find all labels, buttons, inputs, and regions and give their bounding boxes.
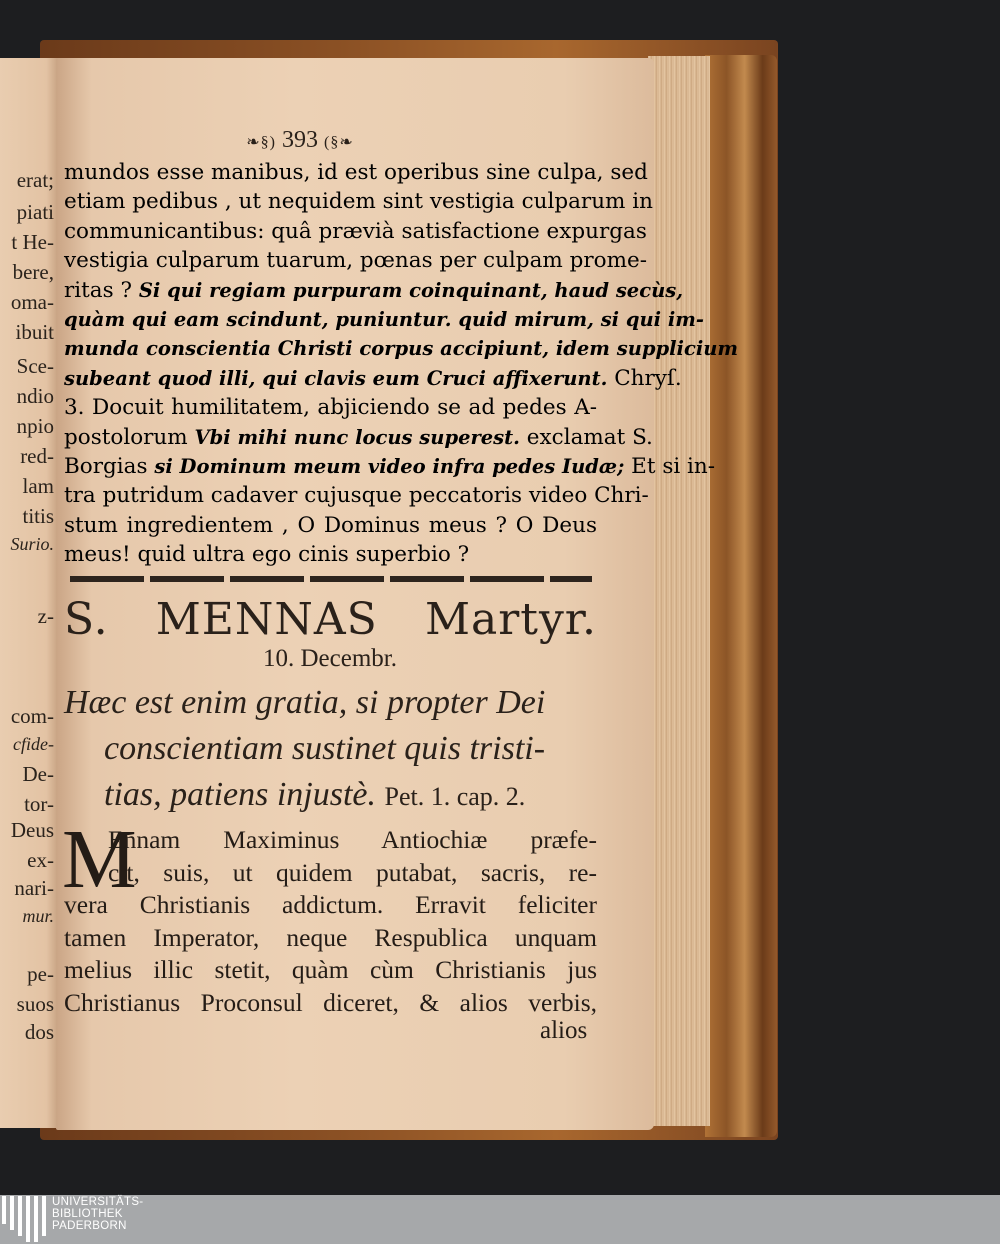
body-text-span: communicantibus: quâ prævià satisfactione expurgas <box>64 218 647 244</box>
library-logo-line-1: UNIVERSITÄTS- <box>52 1196 144 1208</box>
left-page-fragment: red- <box>20 444 54 468</box>
epigraph-line-3 <box>104 776 525 814</box>
left-page-fragment: Deus <box>10 818 54 842</box>
library-logo-text <box>52 1196 143 1232</box>
body-line <box>64 393 597 422</box>
left-page-fragment: mur. <box>22 906 54 926</box>
body-text-span: vestigia culparum tuarum, pœnas per culpam prome- <box>64 248 647 274</box>
body-line <box>64 423 653 452</box>
catchword: alios <box>540 1017 588 1044</box>
body-line <box>64 540 597 569</box>
page-header <box>170 127 430 154</box>
body-italic-text: subeant quod illi, qui clavis eum Cruci affixerunt. <box>64 366 608 390</box>
epigraph-reference: Pet. 1. cap. 2. <box>384 782 526 811</box>
left-page-fragment: cfide- <box>13 734 54 754</box>
main-text-line: Ennam Maximinus Antiochiæ præfe- <box>108 825 597 854</box>
body-text-span: meus! quid ultra ego cinis superbio ? <box>64 542 470 568</box>
left-page-fragment: suos <box>16 992 54 1016</box>
body-italic-text: si Dominum meum video infra pedes Iudæ; <box>154 455 625 478</box>
body-text-span: etiam pedibus , ut nequidem sint vestigia culparum in <box>64 189 653 215</box>
left-page-fragment: ndio <box>16 384 54 408</box>
body-line <box>64 511 597 540</box>
left-page-fragment: pe- <box>27 962 54 986</box>
library-logo-line-3: PADERBORN <box>52 1220 127 1232</box>
body-line <box>64 481 649 510</box>
section-divider <box>70 576 592 582</box>
book-cover-edge <box>705 55 777 1137</box>
left-page-fragment: ex- <box>27 848 54 872</box>
page-edges <box>648 56 710 1126</box>
main-text-line: Christianus Proconsul diceret, & alios verbis, <box>64 987 597 1017</box>
body-line <box>64 452 716 481</box>
left-page-fragment: z- <box>37 604 54 628</box>
left-page-fragment: De- <box>22 762 54 786</box>
body-text-span: stum ingredientem , O Dominus meus ? O Deus <box>64 512 597 538</box>
left-page-fragment: npio <box>16 414 54 438</box>
left-page-fragment: erat; <box>16 168 54 192</box>
main-text-line: vera Christianis addictum. Erravit feliciter <box>64 890 597 919</box>
left-page-fragment: oma- <box>10 290 54 314</box>
main-text-line: tamen Imperator, neque Respublica unquam <box>64 922 597 952</box>
body-text-span: mundos esse manibus, id est operibus sine culpa, sed <box>64 160 648 185</box>
main-text-line: melius illic stetit, quàm cùm Christianis jus <box>64 955 597 984</box>
main-text-line: cit, suis, ut quidem putabat, sacris, re- <box>108 857 597 887</box>
section-date: 10. Decembr. <box>263 645 397 672</box>
drop-cap: M <box>62 813 137 906</box>
body-text-span: Borgias <box>64 454 155 479</box>
body-line <box>64 187 653 216</box>
left-page-fragment: dos <box>24 1020 54 1044</box>
header-ornament-left: ❧§) <box>246 134 276 151</box>
body-line <box>64 158 648 187</box>
left-page-fragment: Surio. <box>10 534 54 554</box>
body-text-span: postolorum <box>64 424 195 450</box>
body-line <box>64 305 705 334</box>
left-page-fragment: bere, <box>12 260 54 284</box>
body-italic-text: munda conscientia Christi corpus accipiunt, idem supplicium <box>64 337 739 361</box>
body-line <box>64 217 647 246</box>
body-line <box>64 364 682 393</box>
page-number: 393 <box>282 127 318 153</box>
left-page-fragment: lam <box>22 474 54 498</box>
body-text-span: tra putridum cadaver cujusque peccatoris video Chri- <box>64 483 649 509</box>
body-line <box>64 334 739 363</box>
library-logo-icon <box>2 1196 46 1242</box>
section-title: S. MENNAS Martyr. <box>64 594 597 645</box>
body-line <box>64 246 647 275</box>
epigraph-line-2: conscientiam sustinet quis tristi- <box>104 730 546 767</box>
left-page <box>0 58 58 1128</box>
left-page-fragment: tor- <box>24 792 54 816</box>
body-italic-text: quàm qui eam scindunt, puniuntur. quid mirum, si qui im- <box>64 308 705 331</box>
header-ornament-right: (§❧ <box>324 134 354 151</box>
left-page-fragment: com- <box>10 704 54 728</box>
epigraph-text: tias, patiens injustè. <box>104 776 376 813</box>
left-page-fragment: piati <box>16 200 54 224</box>
body-text-span: ritas ? <box>64 277 139 303</box>
library-logo-line-2: BIBLIOTHEK <box>52 1208 123 1220</box>
epigraph-line-1: Hæc est enim gratia, si propter Dei <box>64 684 546 721</box>
left-page-fragment: titis <box>22 504 54 528</box>
body-line <box>64 276 684 305</box>
library-footer-strip <box>0 1195 1000 1244</box>
body-italic-text: Si qui regiam purpuram coinquinant, haud secùs, <box>138 278 684 302</box>
left-page-fragment: t He- <box>11 230 54 254</box>
body-text-span: 3. Docuit humilitatem, abjiciendo se ad pedes A- <box>64 395 597 421</box>
left-page-fragment: Sce- <box>16 354 54 378</box>
left-page-fragment: ibuit <box>15 320 54 344</box>
body-text-span: exclamat S. <box>519 424 653 450</box>
body-text-span: Et si in- <box>624 454 716 479</box>
body-italic-text: Vbi mihi nunc locus superest. <box>194 425 520 449</box>
body-text-span: Chryſ. <box>607 365 682 391</box>
left-page-fragment: nari- <box>14 876 54 900</box>
